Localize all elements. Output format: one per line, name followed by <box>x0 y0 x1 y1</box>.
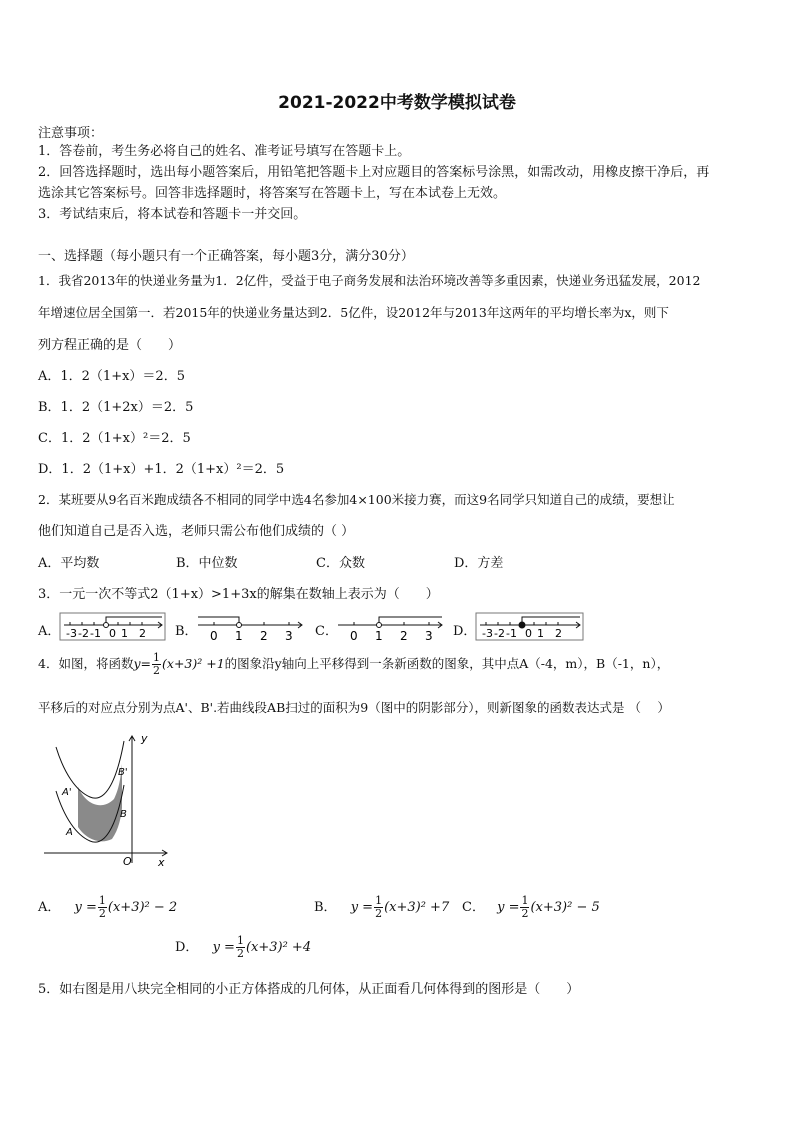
q1-option-d: D．1．2（1+x）+1．2（1+x）²＝2．5 <box>38 462 285 477</box>
q1-line-1: 1．我省2013年的快递业务量为1．2亿件，受益于电子商务发展和法治环境改善等多重因素，快递业务迅猛发展，2012 <box>38 273 701 288</box>
open-point-icon <box>237 623 242 628</box>
q4-option-a <box>38 895 177 920</box>
q4-option-d <box>175 935 311 960</box>
option-lhs: y = <box>497 900 520 915</box>
q3-numberline-d <box>474 610 586 642</box>
q1-line-2: 年增速位居全国第一．若2015年的快递业务量达到2．5亿件，设2012年与2013年这两年的平均增长率为x，则下 <box>38 305 669 320</box>
q4-parabola-graph <box>42 733 172 868</box>
q4-line-1 <box>38 652 669 677</box>
tick-label: -3 <box>66 627 77 640</box>
q4-func-tail: (x+3)² +1 <box>162 656 225 671</box>
q4-func-eq: = <box>140 656 152 671</box>
x-axis-label: x <box>158 856 165 868</box>
q4-func-y: y <box>133 656 141 671</box>
option-lhs: y = <box>74 900 97 915</box>
option-lhs: y = <box>350 900 374 915</box>
fraction-numerator: 1 <box>236 934 244 947</box>
q2-option-c: C．众数 <box>316 556 365 571</box>
tick-label: 0 <box>109 627 116 640</box>
tick-label: 1 <box>121 627 128 640</box>
point-b-prime-label: B' <box>118 767 128 778</box>
tick-label: -3 <box>482 627 493 640</box>
notice-item-3: 3．考试结束后，将本试卷和答题卡一并交回。 <box>38 207 307 222</box>
option-label: C． <box>462 900 485 915</box>
q2-line-2: 他们知道自己是否入选，老师只需公布他们成绩的（ ） <box>38 524 355 539</box>
fraction <box>520 895 529 920</box>
tick-label: 3 <box>425 629 433 642</box>
tick-label: -1 <box>506 627 517 640</box>
notice-item-1: 1．答卷前，考生务必将自己的姓名、准考证号填写在答题卡上。 <box>38 144 411 159</box>
q3-option-a-label: A． <box>38 624 61 639</box>
q1-option-b: B．1．2（1+2x）＝2．5 <box>38 400 194 415</box>
tick-label: 2 <box>139 627 146 640</box>
q4-prefix: 4．如图，将函数 <box>38 656 134 671</box>
point-a-prime-label: A' <box>62 787 72 798</box>
q3-question: 3．一元一次不等式2（1+x）>1+3x的解集在数轴上表示为（ ） <box>38 587 439 602</box>
tick-label: 3 <box>285 629 293 642</box>
fraction <box>236 935 245 960</box>
tick-label: 1 <box>537 627 544 640</box>
option-rhs: (x+3)² − 5 <box>530 900 600 915</box>
option-rhs: (x+3)² − 2 <box>107 900 178 915</box>
q4-option-b <box>314 895 449 920</box>
tick-label: 0 <box>525 627 532 640</box>
q4-line-2: 平移后的对应点分别为点A'、B'.若曲线段AB扫过的面积为9（图中的阴影部分），则新图象的函数表达式是 （ ） <box>38 700 670 715</box>
tick-label: 0 <box>350 629 358 642</box>
tick-label: 1 <box>235 629 243 642</box>
tick-label: 2 <box>555 627 562 640</box>
q3-numberline-b <box>196 610 306 642</box>
q3-numberline-c <box>336 610 446 642</box>
q1-option-a: A．1．2（1+x）＝2．5 <box>38 369 185 384</box>
fraction-denominator: 2 <box>521 907 529 920</box>
tick-label: -2 <box>494 627 505 640</box>
point-a-label: A <box>66 827 73 838</box>
fraction-numerator: 1 <box>98 894 106 907</box>
notice-heading: 注意事项： <box>38 126 104 141</box>
tick-label: 1 <box>375 629 383 642</box>
tick-label: -1 <box>90 627 101 640</box>
option-lhs: y = <box>212 940 235 955</box>
tick-label: -2 <box>78 627 89 640</box>
notice-item-2-cont: 选涂其它答案标号。回答非选择题时，将答案写在答题卡上，写在本试卷上无效。 <box>38 186 507 201</box>
q4-option-c <box>462 895 600 920</box>
q2-option-a: A．平均数 <box>38 556 100 571</box>
q3-option-c-label: C． <box>315 624 338 639</box>
option-label: D． <box>175 940 199 955</box>
fraction-numerator: 1 <box>153 651 161 664</box>
notice-item-2: 2．回答选择题时，选出每小题答案后，用铅笔把答题卡上对应题目的答案标号涂黑，如需改动，用橡皮擦干净后，再 <box>38 165 710 180</box>
fraction-denominator: 2 <box>236 947 244 960</box>
fraction-denominator: 2 <box>98 907 106 920</box>
tick-label: 0 <box>210 629 218 642</box>
point-b-label: B <box>120 809 127 820</box>
tick-label: 2 <box>260 629 268 642</box>
origin-label: O <box>123 855 132 868</box>
fraction-denominator: 2 <box>375 907 383 920</box>
option-rhs: (x+3)² +7 <box>384 900 450 915</box>
q2-option-d: D．方差 <box>454 556 504 571</box>
open-point-icon <box>377 623 382 628</box>
page-title: 2021-2022中考数学模拟试卷 <box>278 93 516 113</box>
q1-line-3: 列方程正确的是（ ） <box>38 338 182 353</box>
open-point-icon <box>104 623 109 628</box>
q4-suffix: 的图象沿y轴向上平移得到一条新函数的图象，其中点A（-4，m），B（-1，n）， <box>224 656 670 671</box>
q3-option-b-label: B． <box>175 624 198 639</box>
q5-question: 5．如右图是用八块完全相同的小正方体搭成的几何体，从正面看几何体得到的图形是（ ） <box>38 982 580 997</box>
fraction <box>152 652 161 677</box>
q2-option-b: B．中位数 <box>176 556 238 571</box>
fraction-denominator: 2 <box>153 664 161 677</box>
option-rhs: (x+3)² +4 <box>245 940 312 955</box>
fraction-numerator: 1 <box>375 894 383 907</box>
option-label: A． <box>38 900 61 915</box>
q3-numberline-a <box>58 610 168 642</box>
fraction <box>98 895 107 920</box>
q1-option-c: C．1．2（1+x）²＝2．5 <box>38 431 191 446</box>
q2-line-1: 2．某班要从9名百米跑成绩各不相同的同学中选4名参加4×100米接力赛，而这9名同学只知道自己的成绩，要想让 <box>38 492 675 507</box>
tick-label: 2 <box>400 629 408 642</box>
section-heading: 一、选择题（每小题只有一个正确答案，每小题3分，满分30分） <box>38 249 414 264</box>
fraction <box>374 895 383 920</box>
y-axis-label: y <box>141 733 148 745</box>
fraction-numerator: 1 <box>521 894 529 907</box>
option-label: B． <box>314 900 337 915</box>
q3-option-d-label: D． <box>453 624 477 639</box>
